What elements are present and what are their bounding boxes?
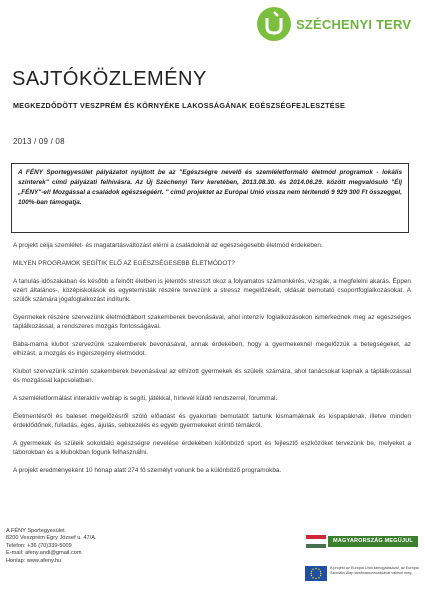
contact-address: 8200 Veszprém Egry József u. 47/A. xyxy=(6,535,97,542)
eu-flag-icon xyxy=(305,566,327,581)
contact-org: A FÉNY Sportegyesület xyxy=(6,528,65,534)
paragraph-camp: Gyermekek részére szervezünk életmódtábort szakemberek bevonásával, ahol intenzív foglalkozásokon ismerkednek meg az egészséges táplálkozással, a rendszeres mozgás fontosságával. xyxy=(13,314,411,330)
paragraph-tools: A gyermekek és szüleik sokoldalú egészségre nevelése érdekében különböző sport és fejlesztő eszközöket tervezünk be, melyeket a táborokban és a klubokban fogunk felhasználni. xyxy=(13,440,411,456)
logo-text: SZÉCHENYI TERV xyxy=(296,16,412,32)
szechenyi-terv-logo-icon xyxy=(256,6,292,42)
paragraph-stress: A tanulás időszakában és később a felnőtt életben is jelentős stresszt okoz a folyamatos számonkérés, vizsgák, a megfelelni akarás. Éppen ezért általános-, középiskolások és egyetemisták részére tervezünk a stressz megelőzését, oldását bemutató csoportfoglalkozásokat. A szülők számára jógafoglalkozást indítunk. xyxy=(13,278,411,303)
paragraph-lifesaving: Életmentésről és baleset megelőzésről szóló előadást és gyakorlati bemutatót tartunk kismamáknak és kispapáknak, illetve minden érdeklődőnek, fulladás, égés, ájulás, sebkezelés és egyéb gyermekeket érintő témákról. xyxy=(13,413,411,429)
section-question: MILYEN PROGRAMOK SEGÍTIK ELŐ AZ EGÉSZSÉGESEBB ÉLETMÓDOT? xyxy=(13,260,235,267)
magyarorszag-megujul-banner: MAGYARORSZÁG MEGÚJUL xyxy=(328,536,418,547)
contact-block xyxy=(6,528,96,565)
page-title: SAJTÓKÖZLEMÉNY xyxy=(12,68,207,90)
hungarian-flag-icon xyxy=(306,535,326,548)
press-date: 2013 / 09 / 08 xyxy=(13,137,65,146)
szechenyi-terv-logo xyxy=(256,6,411,42)
eu-support-note: A projekt az Európai Unió támogatásával, az Európai Szociális Alap társfinanszírozásával valósul meg. xyxy=(330,566,419,575)
paragraph-club: Klubot szervezünk szintén szakemberek bevonásával az elhízott gyermekek és szüleik számára, ahol tanácsokat kapnak a táplálkozással és mozgással kapcsolatban. xyxy=(13,368,411,384)
press-subtitle: MEGKEZDŐDÖTT VESZPRÉM ÉS KÖRNYÉKE LAKOSSÁGÁNAK EGÉSZSÉGFEJLESZTÉSE xyxy=(13,101,346,110)
paragraph-result: A projekt eredményeként 10 hónap alatt 274 fő személyt vonunk be a különböző programokba. xyxy=(13,467,282,474)
contact-phone: Telefon: +36 (70)339-5009 xyxy=(6,542,72,549)
contact-email[interactable]: E-mail: afeny.andi@gmail.com xyxy=(6,550,82,557)
paragraph-baby-club: Baba-mama klubot szervezünk szakemberek bevonásával, annak érdekében, hogy a gyermekeknél megelőzzük a betegségeket, az elhízást, a mozgás és ingerszegény életmódot. xyxy=(13,341,411,357)
paragraph-web: A szemléletformálást interaktív weblap is segíti, játékkal, hírlevél küldő rendszerrel, fórummal. xyxy=(13,395,278,402)
summary-box: A FÉNY Sportegyesület pályázatot nyújtott be az "Egészségre nevelő és szemléletformáló életmód programok - lokális szinterek" című pályázati felhívásra. Az Új Széchenyi Terv keretében, 2013.08.30. és 2014.06.29. között megvalósuló "Élj „FÉNY"-el! Mozgással a családok egészségéért. " című projektet az Európai Unió vissza nem térítendő 9 929 300 Ft összeggel, 100%-ban támogatja. xyxy=(11,163,409,233)
body-text xyxy=(13,241,411,475)
paragraph-goal: A projekt célja szemlélet- és magatartásváltozást elérni a családoknál az egészségesebb életmód érdekében. xyxy=(13,242,323,249)
contact-website[interactable]: Honlap: www.afeny.hu xyxy=(6,557,62,564)
